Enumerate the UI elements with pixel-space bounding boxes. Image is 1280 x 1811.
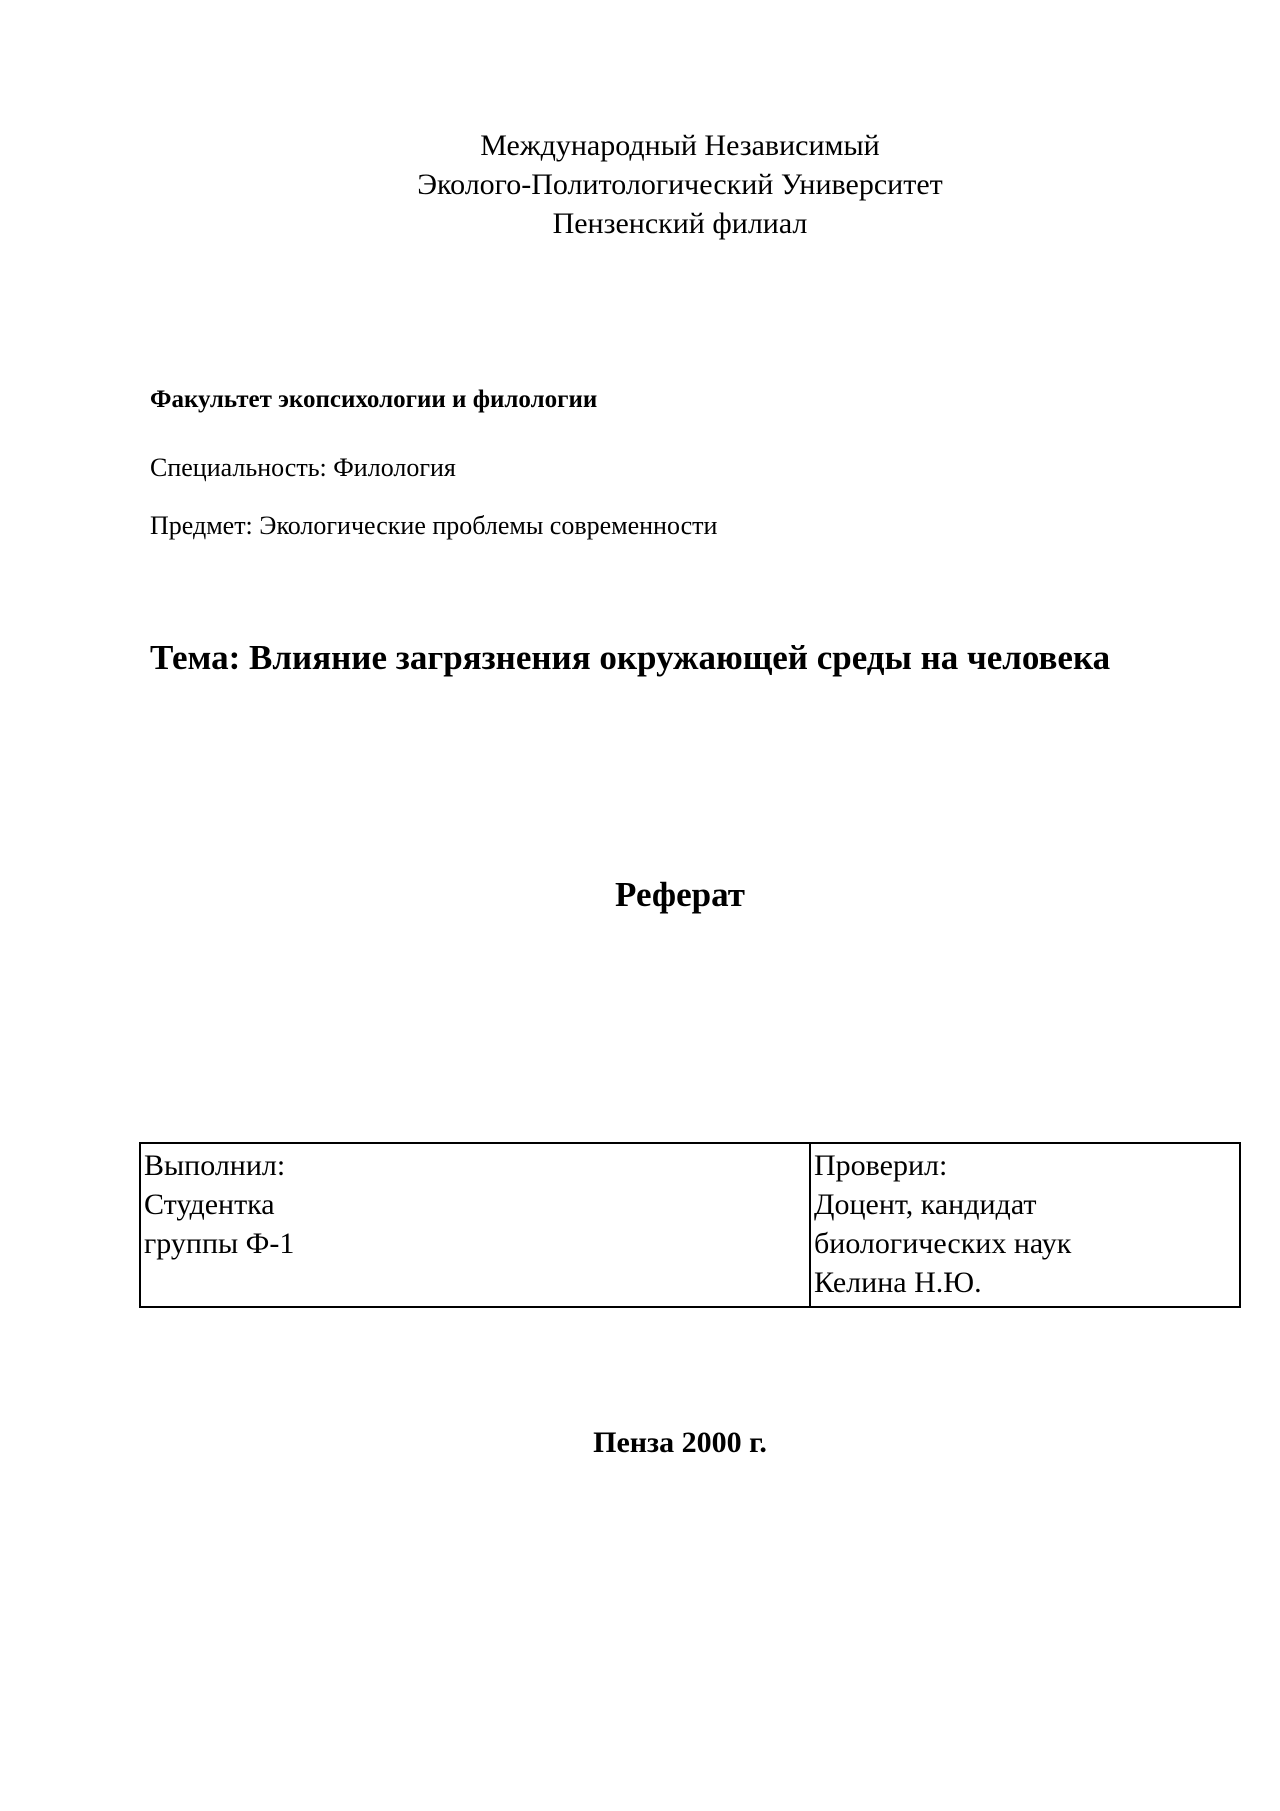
performed-by-group: группы Ф-1 [144, 1227, 295, 1260]
faculty-label: Факультет экопсихологии и филологии [150, 386, 598, 413]
performed-by-role: Студентка [144, 1188, 275, 1221]
city-year: Пенза 2000 г. [593, 1426, 767, 1459]
signature-row [140, 1143, 1240, 1307]
university-header [150, 126, 1210, 243]
checked-by-name: Келина Н.Ю. [814, 1266, 982, 1299]
work-type-title: Реферат [615, 875, 745, 914]
university-name-line-1: Международный Независимый [480, 129, 880, 162]
specialty-label: Специальность: Филология [150, 453, 456, 482]
subject-label: Предмет: Экологические проблемы современности [150, 511, 718, 540]
checked-by-label: Проверил: [814, 1149, 948, 1182]
branch-name: Пензенский филиал [552, 207, 808, 240]
topic-heading: Тема: Влияние загрязнения окружающей среды на человека [150, 638, 1111, 677]
performed-by-label: Выполнил: [144, 1149, 286, 1182]
checked-by-degree: биологических наук [814, 1227, 1072, 1260]
checked-by-cell [810, 1143, 1240, 1307]
signature-table [139, 1142, 1241, 1308]
checked-by-title: Доцент, кандидат [814, 1188, 1037, 1221]
performed-by-cell [140, 1143, 810, 1307]
university-name-line-2: Эколого-Политологический Университет [417, 168, 943, 201]
